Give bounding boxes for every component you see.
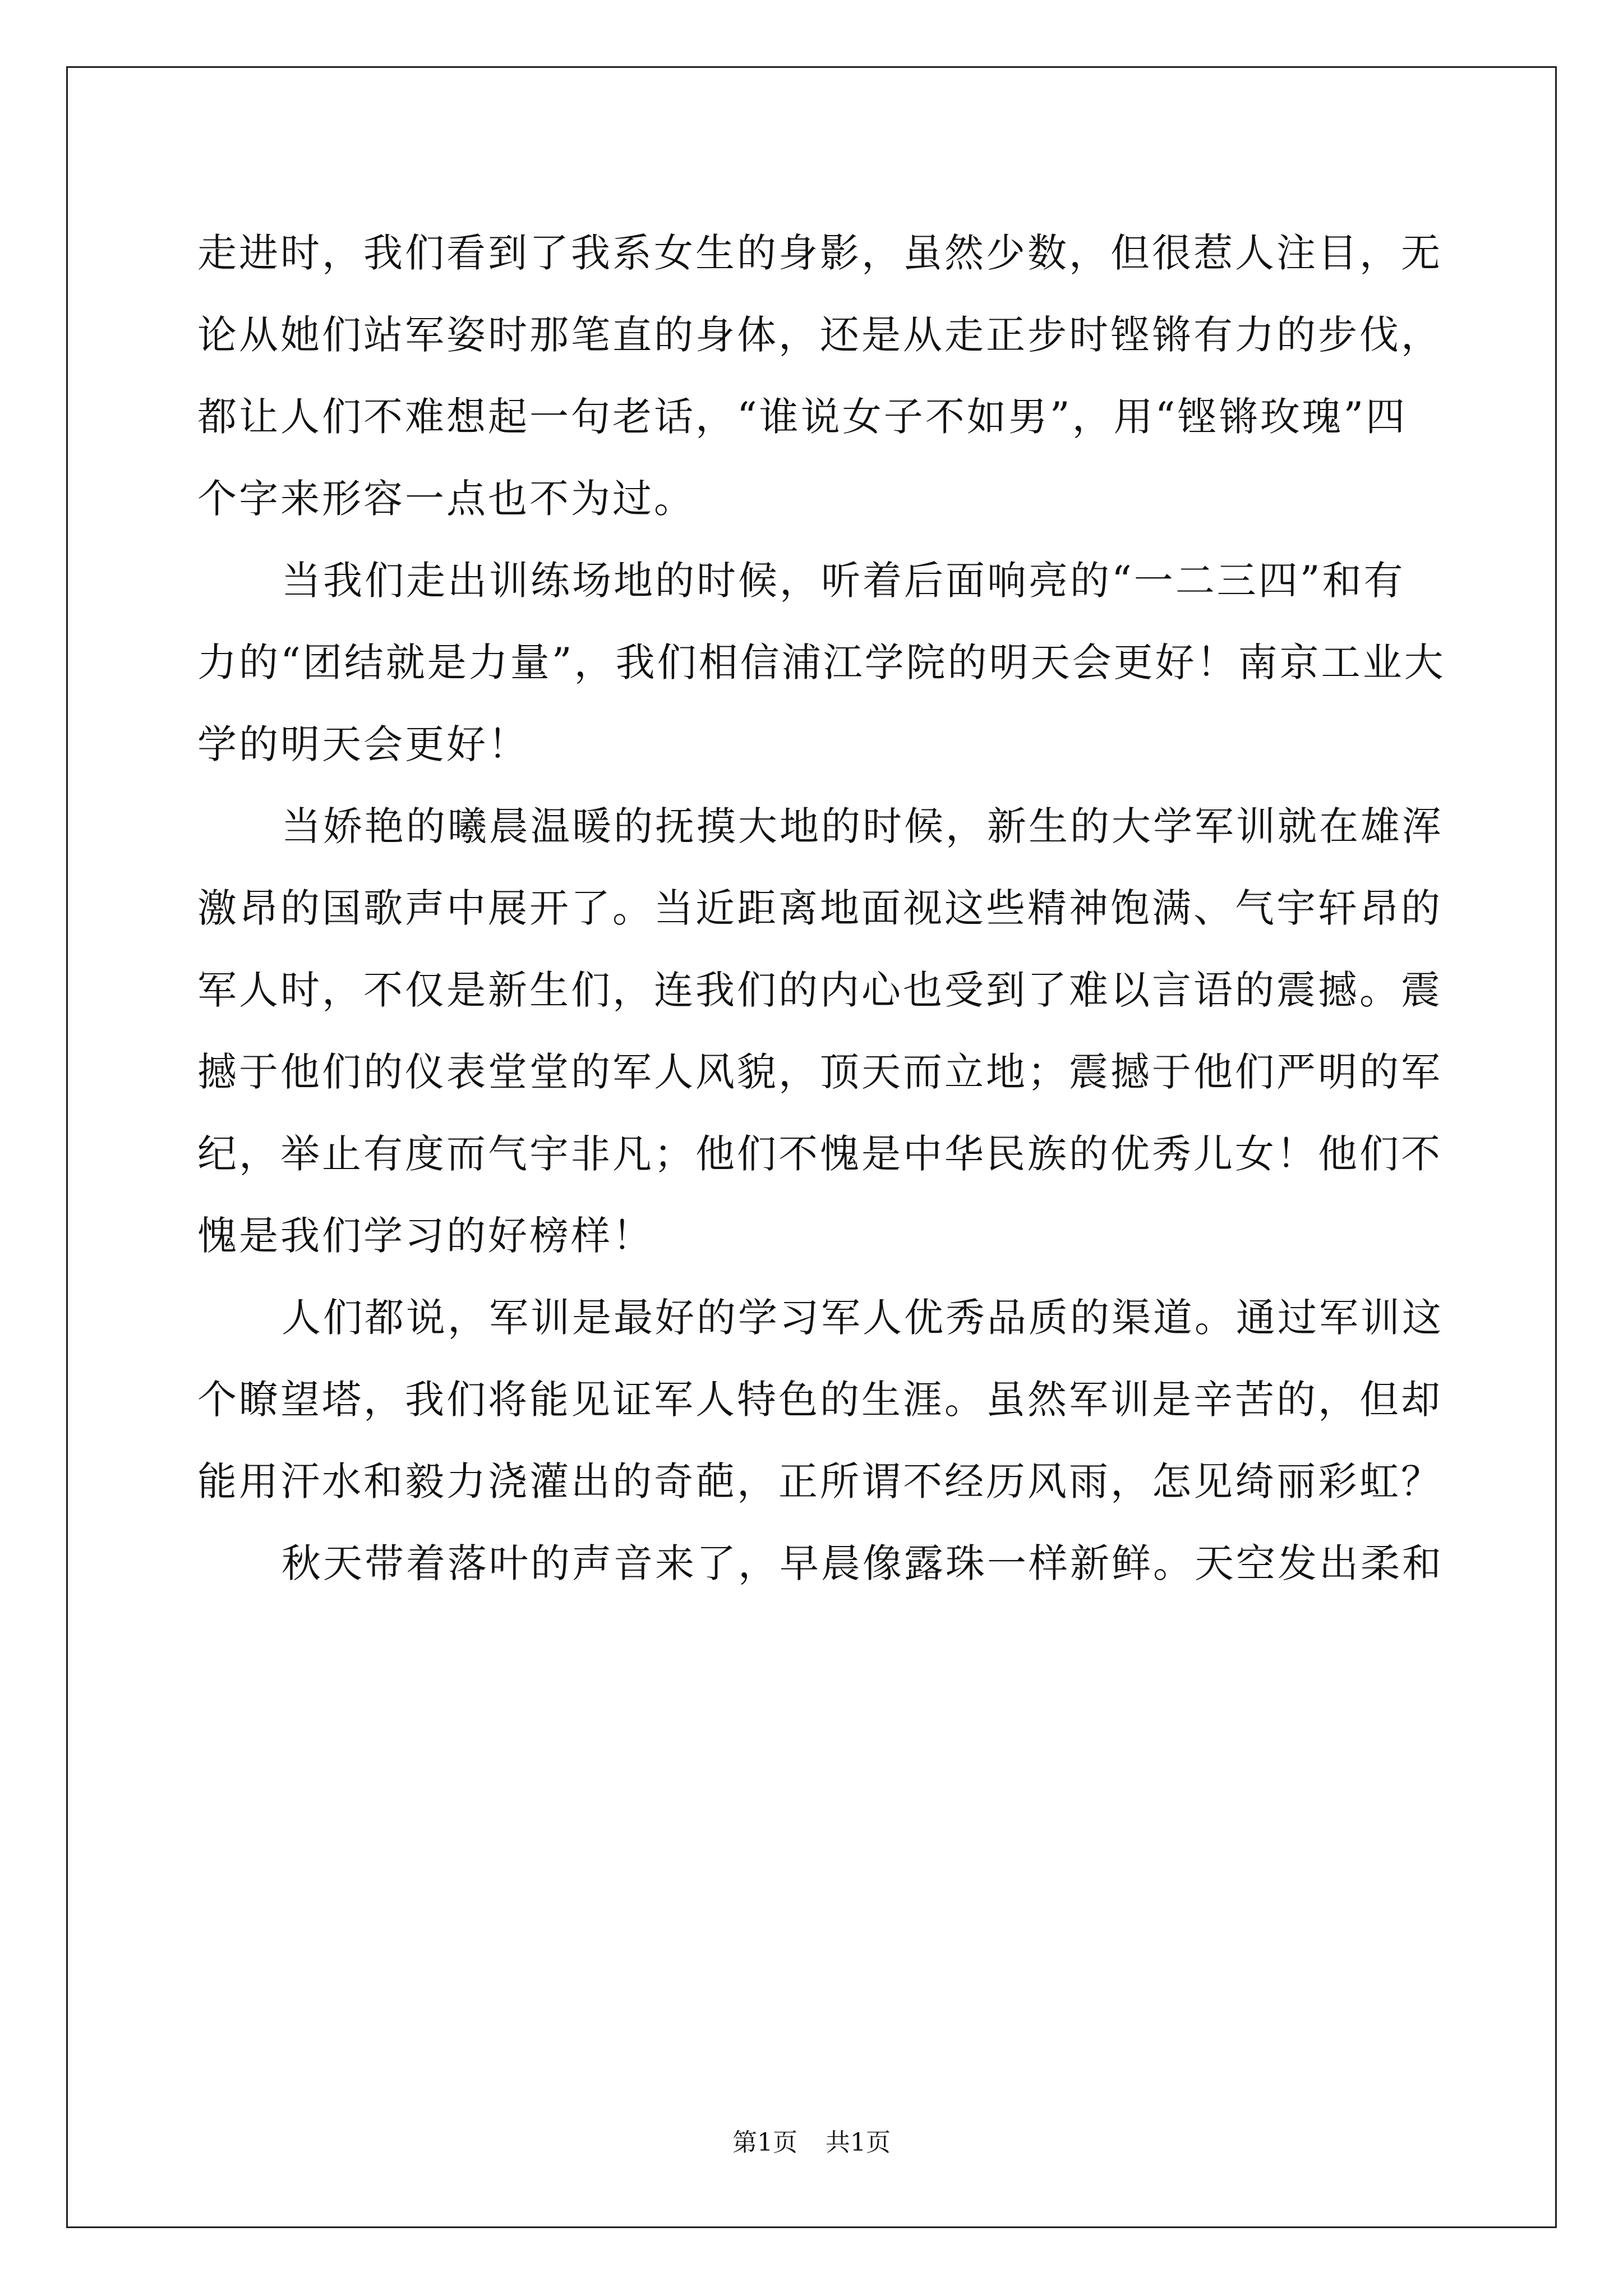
text-line: 军人时，不仅是新生们，连我们的内心也受到了难以言语的震撼。震 xyxy=(197,967,1442,1013)
text-line: 个字来形容一点也不为过。 xyxy=(197,476,695,522)
text-line: 激昂的国歌声中展开了。当近距离地面视这些精神饱满、气宇轩昂的 xyxy=(197,885,1442,931)
text-line: 人们都说，军训是最好的学习军人优秀品质的渠道。通过军训这 xyxy=(282,1295,1444,1341)
text-line: 论从她们站军姿时那笔直的身体，还是从走正步时铿锵有力的步伐， xyxy=(197,312,1442,358)
text-line: 都让人们不难想起一句老话，“谁说女子不如男”，用“铿锵玫瑰”四 xyxy=(197,394,1408,440)
text-line: 走进时，我们看到了我系女生的身影，虽然少数，但很惹人注目，无 xyxy=(197,230,1442,276)
text-line: 撼于他们的仪表堂堂的军人风貌，顶天而立地；震撼于他们严明的军 xyxy=(197,1049,1442,1095)
text-line: 当娇艳的曦晨温暖的抚摸大地的时候，新生的大学军训就在雄浑 xyxy=(282,803,1444,849)
page-number: 第1页 xyxy=(732,2128,797,2157)
text-line: 学的明天会更好！ xyxy=(197,721,529,767)
text-line: 个瞭望塔，我们将能见证军人特色的生涯。虽然军训是辛苦的，但却 xyxy=(197,1377,1442,1423)
text-line: 力的“团结就是力量”，我们相信浦江学院的明天会更好！南京工业大 xyxy=(197,639,1446,685)
text-line: 愧是我们学习的好榜样！ xyxy=(197,1213,654,1259)
text-line: 能用汗水和毅力浇灌出的奇葩，正所谓不经历风雨，怎见绮丽彩虹？ xyxy=(197,1458,1442,1504)
page-footer xyxy=(0,2126,1623,2160)
text-line: 秋天带着落叶的声音来了，早晨像露珠一样新鲜。天空发出柔和 xyxy=(282,1540,1444,1586)
text-line: 当我们走出训练场地的时候，听着后面响亮的“一二三四”和有 xyxy=(282,558,1405,604)
text-line: 纪，举止有度而气宇非凡；他们不愧是中华民族的优秀儿女！他们不 xyxy=(197,1131,1442,1177)
document-body xyxy=(197,212,1446,1604)
page-total: 共1页 xyxy=(826,2128,891,2157)
